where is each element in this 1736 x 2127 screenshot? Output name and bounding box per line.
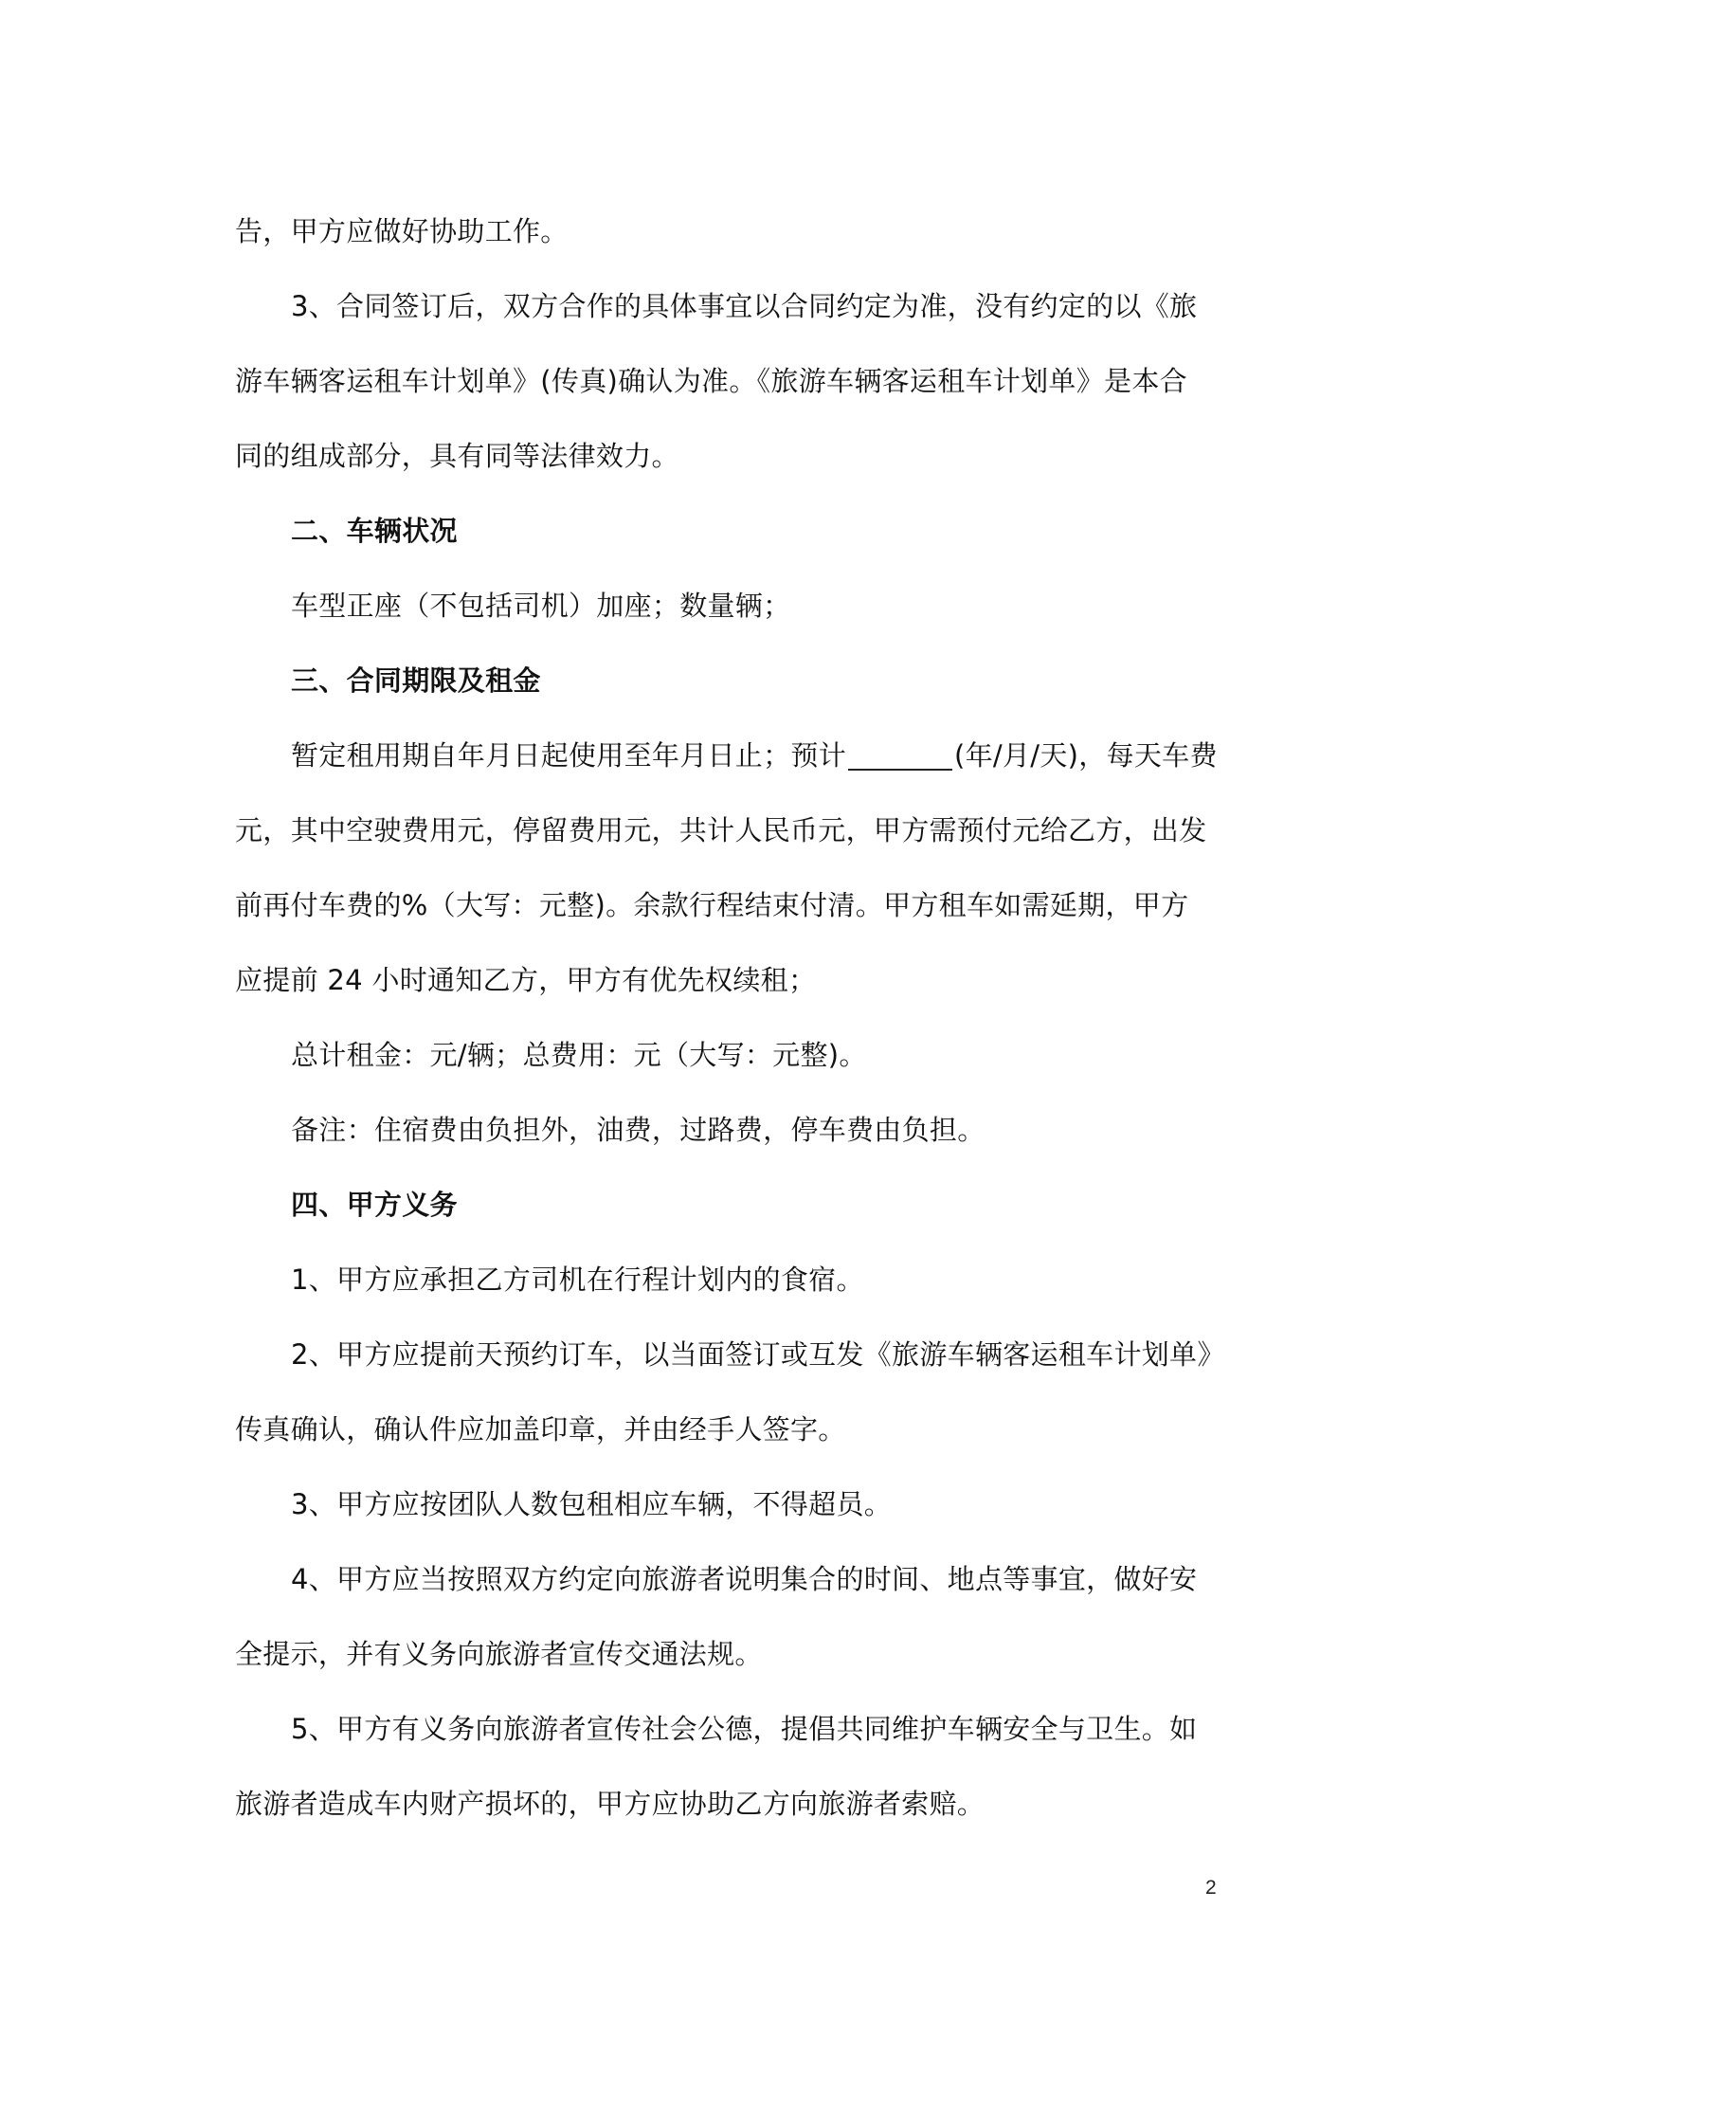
paragraph-line: 应提前 24 小时通知乙方，甲方有优先权续租； (235, 964, 817, 996)
fill-in-blank (848, 742, 952, 771)
paragraph-line: 同的组成部分，具有同等法律效力。 (235, 440, 679, 472)
document-body (235, 194, 1230, 1842)
section-heading-vehicle-status: 二、车辆状况 (291, 515, 458, 547)
paragraph-line: 旅游者造成车内财产损坏的，甲方应协助乙方向旅游者索赔。 (235, 1788, 986, 1820)
paragraph-line: 元，其中空驶费用元，停留费用元，共计人民币元，甲方需预付元给乙方，出发 (235, 814, 1207, 846)
paragraph-line: 4、甲方应当按照双方约定向旅游者说明集合的时间、地点等事宜，做好安 (291, 1563, 1198, 1595)
paragraph-line: 2、甲方应提前天预约订车，以当面签订或互发《旅游车辆客运租车计划单》 (291, 1338, 1225, 1371)
paragraph-line: 3、合同签订后，双方合作的具体事宜以合同约定为准，没有约定的以《旅 (291, 290, 1198, 322)
paragraph-line: 前再付车费的%（大写：元整)。余款行程结束付清。甲方租车如需延期，甲方 (235, 889, 1189, 921)
paragraph-line: 车型正座（不包括司机）加座；数量辆； (291, 590, 791, 622)
paragraph-line: 总计租金：元/辆；总费用：元（大写：元整)。 (291, 1039, 867, 1071)
line-text-before-blank: 暂定租用期自年月日起使用至年月日止；预计 (291, 739, 847, 772)
paragraph-line: 5、甲方有义务向旅游者宣传社会公德，提倡共同维护车辆安全与卫生。如 (291, 1713, 1198, 1745)
paragraph-line: 游车辆客运租车计划单》(传真)确认为准。《旅游车辆客运租车计划单》是本合 (235, 365, 1187, 397)
section-heading-party-a-obligations: 四、甲方义务 (291, 1189, 458, 1221)
paragraph-line-with-blank (235, 718, 1230, 793)
paragraph-line: 备注：住宿费由负担外，油费，过路费，停车费由负担。 (291, 1114, 986, 1146)
paragraph-line: 3、甲方应按团队人数包租相应车辆，不得超员。 (291, 1488, 893, 1520)
paragraph-line: 全提示，并有义务向旅游者宣传交通法规。 (235, 1638, 763, 1670)
paragraph-line: 告，甲方应做好协助工作。 (235, 215, 569, 247)
section-heading-term-and-rent: 三、合同期限及租金 (291, 664, 541, 697)
line-text-after-blank: (年/月/天)，每天车费 (954, 739, 1218, 772)
page-number: 2 (1205, 1877, 1217, 1899)
paragraph-line: 1、甲方应承担乙方司机在行程计划内的食宿。 (291, 1263, 864, 1296)
paragraph-line: 传真确认，确认件应加盖印章，并由经手人签字。 (235, 1413, 846, 1445)
